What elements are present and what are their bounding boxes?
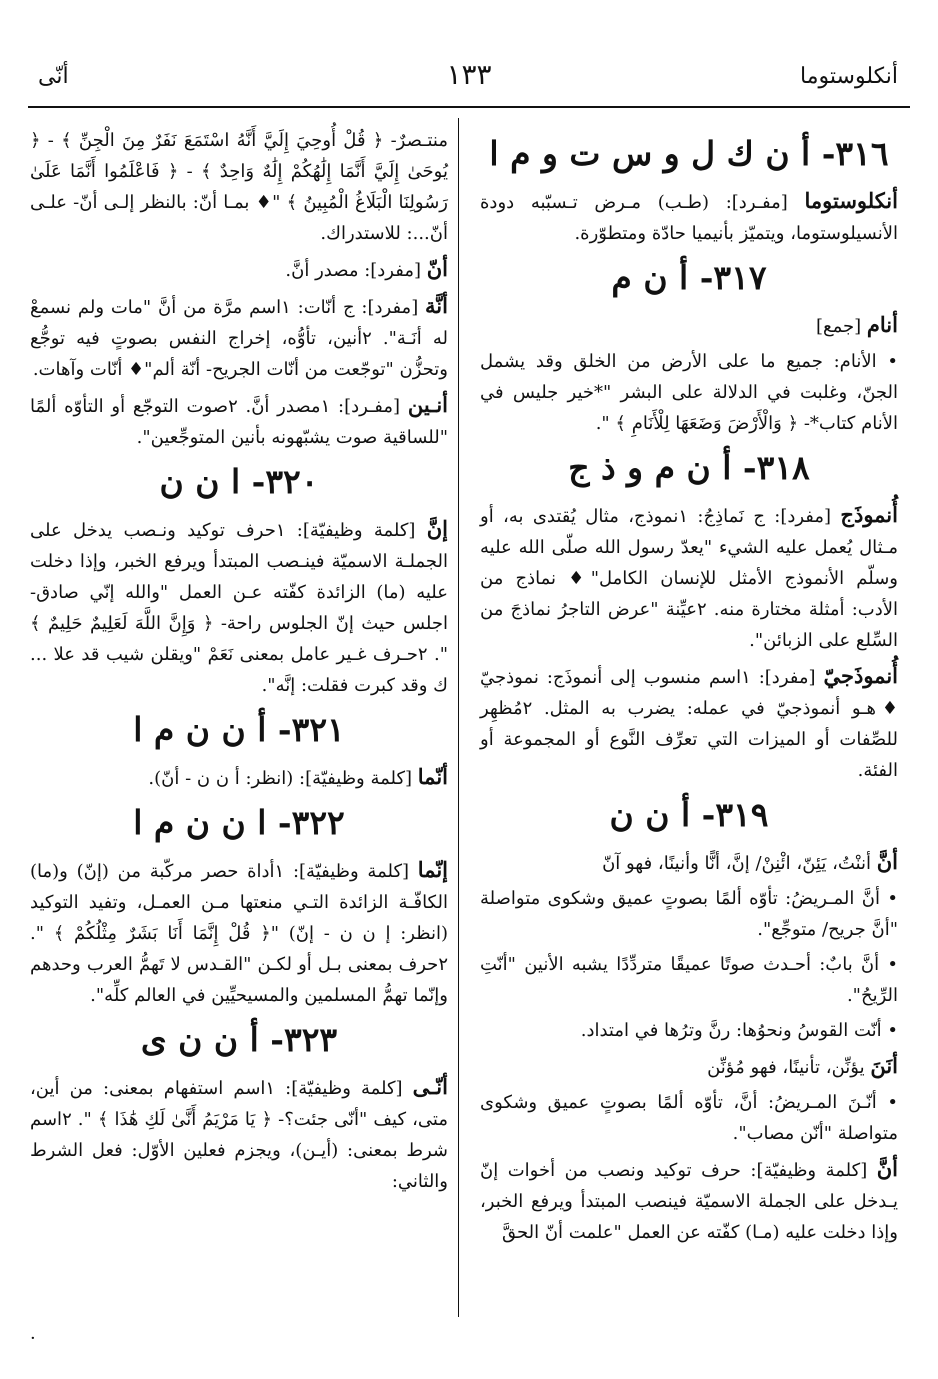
- entry-definition: [مفرد]: ج أنّات: ١اسم مرَّة من أنَّ "مات ولم نسمعْ له أنَـة". ٢أنين، تأوُّه، إخراج النفس بصوتٍ فيه توجُّع وتحزُّن "توجّعت من أنّات الجريح- أنّة ألم"♦ أنّات وآهات.: [30, 297, 448, 380]
- entry-headword: أنَنَ: [870, 1053, 898, 1078]
- dictionary-entry: [480, 309, 898, 342]
- root-section-heading: ٣١٩- أ ن ن: [609, 795, 769, 834]
- entry-definition: [كلمة وظيفيّة]: (انظر: أ ن ن - أنّ).: [148, 768, 418, 789]
- root-section-heading: ٣٢٢- ا ن ن م ا: [133, 803, 345, 842]
- dictionary-entry: [480, 185, 898, 249]
- entry-definition: [كلمة وظيفيّة]: ١اسم استفهام بمعنى: من أين، متى، كيف "أنّى جئت؟- ﴿ يَا مَرْيَمُ أَنَّىٰ لَكِ هَٰذَا ﴾ ". ٢اسم شرط بمعنى: (أيـن)، ويجزم فعلين الأوّل: فعل الشرط والثاني:: [30, 1078, 448, 1192]
- entry-headword: إنَّ: [426, 516, 448, 541]
- entry-headword: أنَّ: [876, 849, 898, 874]
- dictionary-entry: [30, 761, 448, 794]
- dictionary-entry: [480, 846, 898, 879]
- sense-paragraph: • أنَّ المـريضُ: تأوّه ألمًا بصوتٍ عميق وشكوى متواصلة "أنَّ جريح/ متوجِّع".: [480, 888, 898, 940]
- entry-definition: [كلمة وظيفيّة]: حرف توكيد ونصب من أخوات إنّ يـدخل على الجملة الاسميّة فينصب المبتدأ ويرفع الخبر، وإذا دخلت عليه (مـا) كفّته عن العمل "علمت أنّ الحقَّ: [480, 1160, 898, 1243]
- sense-paragraph: منتـصرٌ- ﴿ قُلْ أُوحِيَ إِلَيَّ أَنَّهُ اسْتَمَعَ نَفَرٌ مِنَ الْجِنِّ ﴾ - ﴿ يُوحَىٰ إِلَيَّ أَنَّمَا إِلَٰهُكُمْ إِلَٰهٌ وَاحِدٌ ﴾ - ﴿ فَاعْلَمُوا أَنَّمَا عَلَىٰ رَسُولِنَا الْبَلَاغُ الْمُبِينُ ﴾ "♦ بمـا أنّ: بالنظر إلـى أنّ- علـى أنّ...: للاستدراك.: [30, 130, 448, 244]
- root-section-heading: ٣١٨- أ ن م و ذ ج: [568, 448, 810, 487]
- entry-headword: أُنموذَجيّ: [823, 663, 899, 688]
- dictionary-entry: [480, 1050, 898, 1083]
- dictionary-entry: [480, 499, 898, 656]
- entry-headword: أنَّ: [876, 1156, 898, 1181]
- dictionary-entry: [480, 1153, 898, 1248]
- sense-paragraph: • أنّت القوسُ ونحوُها: رنَّ وترُها في امتداد.: [580, 1020, 898, 1041]
- entry-definition: [مفرد]: ١اسم منسوب إلى أنموذَج: نموذجيّ ♦هـو أنموذجيّ في عمله: يضرب به المثل. ٢مُظهِر للصِّفات أو الميزات التي تعرِّف النَّوع أو المجموعة أو الفئة.: [480, 667, 898, 781]
- entry-headword: أُنموذَج: [840, 502, 898, 527]
- root-section-heading: ٣٢١- أ ن ن م ا: [133, 710, 345, 749]
- sense-paragraph: • أنّـنَ المـريضُ: أنَّ، تأوّه ألمًا بصوتٍ عميق وشكوى متواصلة "أنّن مصاب".: [480, 1092, 898, 1144]
- running-head-right: أنكلوستوما: [800, 64, 898, 89]
- footer-mark: ·: [30, 1328, 36, 1349]
- entry-headword: أنّما: [417, 764, 448, 789]
- entry-definition: أننْتُ، يَئِنّ، ائْنِنْ/ إنَّ، أنًّا وأنينًا، فهو آنّ: [602, 853, 877, 874]
- entry-definition: [مفـرد]: (طـب) مـرض تـسبّبه دودة الأنسيلوستوما، ويتميّز بأنيميا حادّة ومتطوّرة.: [480, 192, 898, 244]
- column-divider: [458, 118, 459, 1317]
- dictionary-entry: [30, 854, 448, 1011]
- page-header: [30, 58, 908, 98]
- entry-headword: أنـين: [407, 392, 448, 417]
- running-head-left: أنّى: [38, 64, 69, 89]
- entry-headword: أنكلوستوما: [804, 188, 898, 213]
- entry-definition: [كلمة وظيفيّة]: ١أداة حصر مركّبة من (إنّ) و(ما) الكافّـة الزائدة التـي منعتها مـن العمـل، وتفيد التوكيد (انظر: إ ن ن - إنّ) "﴿ قُلْ إِنَّمَا أَنَا بَشَرٌ مِثْلُكُمْ ﴾ ". ٢حرف بمعنى بـل أو لكـن "القـدس لا تَهمُّ العرب وحدهم وإنّما تهمُّ المسلمين والمسيحيِّين في العالم كلِّه".: [30, 861, 448, 1006]
- root-section-heading: ٣٢٠- ا ن ن: [159, 462, 319, 501]
- entry-definition: [مفرد]: مصدر أنَّ.: [285, 260, 427, 281]
- entry-definition: [كلمة وظيفيّة]: ١حرف توكيد ونـصب يدخل على الجملـة الاسميّة فينـصب المبتدأ ويرفع الخبر، وإذا دخلت عليه (ما) الزائدة كفّته عـن العمل "والله إنّي صادق- اجلس حيث إنّ الجلوس راحة- ﴿ وَإِنَّ اللَّهَ لَعَلِيمٌ حَلِيمٌ ﴾ ". ٢حـرف غـير عامل بمعنى نَعَمْ "ويقلن شيب قد علا ... ك وقد كبرت فقلت: إنَّه".: [30, 520, 448, 696]
- header-rule: [28, 106, 910, 108]
- dictionary-entry: [30, 1071, 448, 1197]
- dictionary-entry: [30, 253, 448, 286]
- sense-paragraph: • الأنام: جميع ما على الأرض من الخلق وقد يشمل الجنّ، وغلبت في الدلالة على البشر "*خير جليس في الأنام كتاب*- ﴿ وَالْأَرْضَ وَضَعَهَا لِلْأَنَامِ ﴾ ".: [480, 351, 898, 434]
- entry-definition: [مفـرد]: ١مصدر أنَّ. ٢صوت التوجّع أو التأوّه ألمًا "للساقية صوت يشبّهونه بأنين المتوجِّعين".: [30, 396, 448, 448]
- root-section-heading: ٣١٧- أ ن م: [611, 258, 767, 297]
- dictionary-entry: [30, 389, 448, 453]
- entry-headword: أنّـى: [412, 1074, 448, 1099]
- entry-definition: [جمع]: [816, 316, 867, 337]
- entry-definition: [مفرد]: ج نَماذِجُ: ١نموذج، مثال يُقتدى به، أو مـثال يُعمل عليه الشيء "يعدّ رسول الله صلّى الله عليه وسلّم الأنموذج الأمثل للإنسان الكامل"♦ نماذج من الأدب: أمثلة مختارة منه. ٢عيِّنة "عرض التاجرُ نماذجَ من السِّلع على الزبائن".: [480, 506, 898, 651]
- root-section-heading: ٣١٦- أ ن ك ل و س ت و م ا: [489, 134, 889, 173]
- dictionary-entry: [480, 660, 898, 786]
- page-number: ١٣٣: [446, 58, 492, 91]
- entry-headword: أنام: [866, 312, 898, 337]
- root-section-heading: ٣٢٣- أ ن ن ى: [140, 1020, 338, 1059]
- dictionary-entry: [30, 513, 448, 701]
- sense-paragraph: • أنَّ بابٌ: أحـدث صوتًا عميقًا متردِّدًا يشبه الأنين "أنّتِ الرِّيحُ".: [480, 954, 899, 1006]
- left-column: [30, 125, 448, 1201]
- right-column: [480, 125, 898, 1252]
- entry-headword: إنّما: [417, 857, 449, 882]
- entry-definition: يؤنِّن، تأنينًا، فهو مُؤنِّن: [707, 1057, 871, 1078]
- entry-headword: أنّ: [426, 256, 448, 281]
- dictionary-entry: [30, 290, 448, 385]
- entry-headword: أنَّة: [425, 293, 448, 318]
